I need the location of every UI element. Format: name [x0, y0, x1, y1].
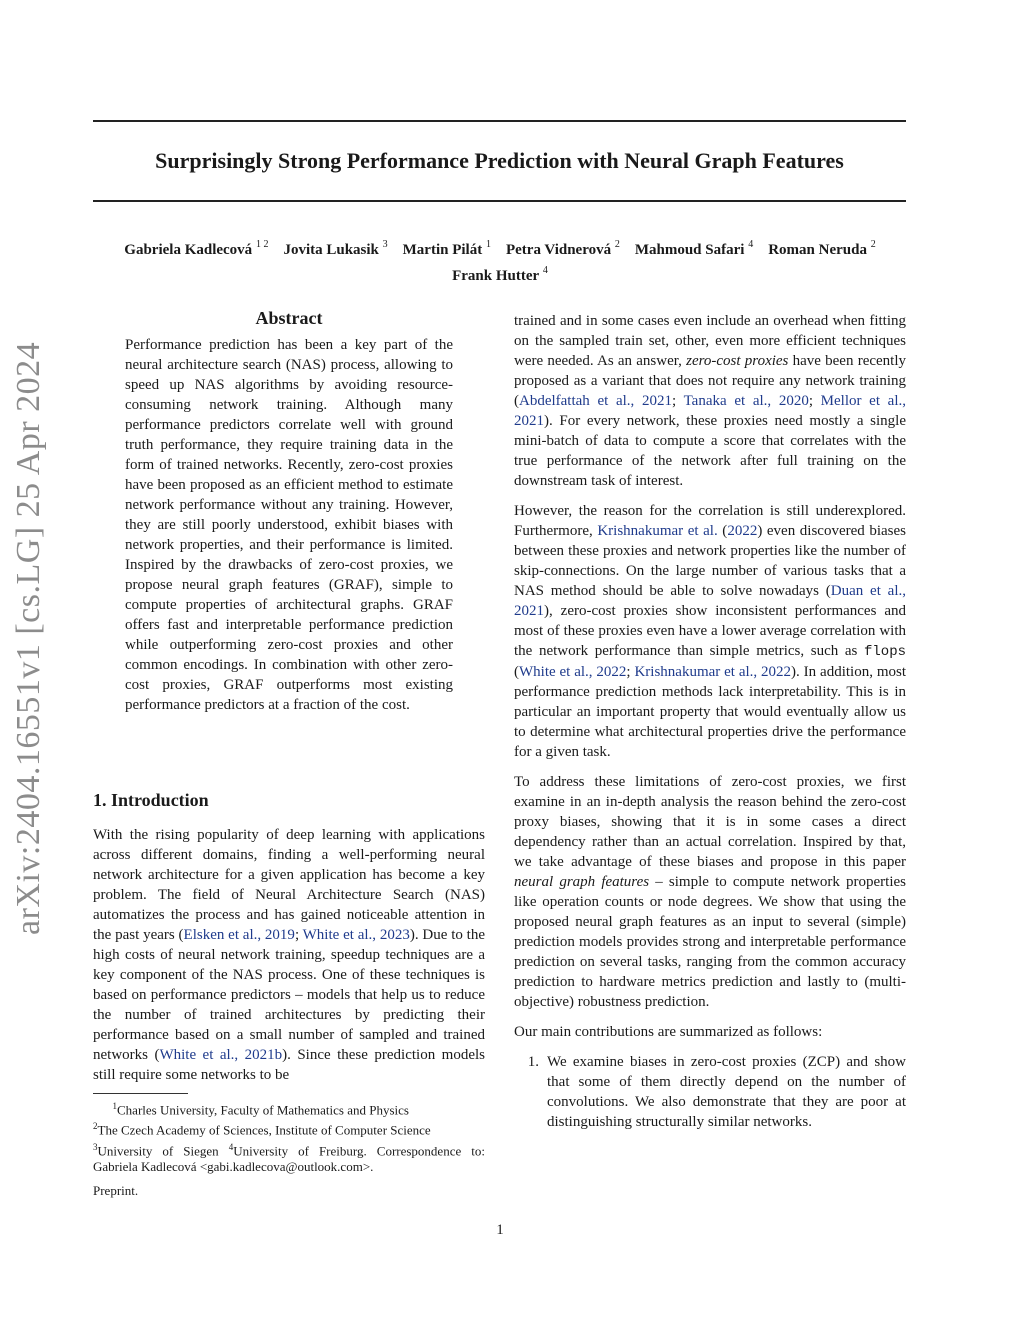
citation-link[interactable]: Abdelfattah et al., 2021: [519, 393, 672, 409]
paper-title: Surprisingly Strong Performance Prediction with Neural Graph Features: [155, 148, 844, 173]
citation-link[interactable]: Duan et al., 2021: [514, 583, 906, 619]
citation-link[interactable]: Mellor et al., 2021: [514, 393, 906, 429]
author: Petra Vidnerová $^2$: [505, 239, 620, 258]
right-column: [514, 311, 906, 1132]
author: Mahmoud Safari $^4$: [634, 239, 754, 258]
footnotes: [93, 1098, 485, 1175]
footnote-1: $^1$Charles University, Faculty of Mathematics and Physics: [112, 1101, 409, 1118]
title-rule-bottom: [93, 200, 906, 202]
citation-link[interactable]: 2022: [727, 523, 758, 539]
list-item: [514, 1052, 906, 1132]
author: Jovita Lukasik $^3$: [283, 239, 388, 258]
author: Gabriela Kadlecová $^{1 2}$: [124, 239, 269, 258]
paragraph: To address these limitations of zero-cost proxies, we first examine in an in-depth analysis the reason behind the zero-cost proxy biases, showing that it is in some cases a direct dependency rather than an actual correlation. Inspired by that, we take advantage of these biases and propose in this paper neural graph features – simple to compute network properties like operation counts or node degrees. We show that using the proposed neural graph features as an input to several (simple) prediction models provides strong and interpretable performance prediction on several tasks, ranging from the common accuracy prediction to hardware metrics prediction and lastly to (multi-objective) robustness prediction.: [514, 774, 906, 1010]
page-number: 1: [496, 1222, 504, 1238]
intro-paragraph: With the rising popularity of deep learning with applications across different domains, finding a well-performing neural network architecture for a given application has become a key problem. The field of Neural Architecture Search (NAS) automatizes the process and has gained noticeable attention in the past years (Elsken et al., 2019; White et al., 2023). Due to the high costs of neural network training, speedup techniques are a key component of the NAS process. One of these techniques is based on performance predictors – models that help us to reduce the number of trained architectures by predicting their performance based on a small number of sampled and trained networks (White et al., 2021b). Since these prediction models still require some networks to be: [93, 827, 485, 1083]
footnote-2: $^2$The Czech Academy of Sciences, Institute of Computer Science: [93, 1121, 431, 1138]
citation-link[interactable]: Krishnakumar et al.: [597, 523, 718, 539]
citation-link[interactable]: Tanaka et al., 2020: [683, 393, 809, 409]
list-text: We examine biases in zero-cost proxies (ZCP) and show that some of them directly depend on the number of convolutions. We also demonstrate that they are poor at distinguishing structurally similar networks.: [547, 1054, 906, 1130]
paragraph: However, the reason for the correlation is still underexplored. Furthermore, Krishnakumar et al. (2022) even discovered biases between these proxies and network properties like the number of skip-connections. On the large number of various tasks that a NAS method should be able to solve nowadays (Duan et al., 2021), zero-cost proxies show inconsistent performances and most of these proxies even have a lower average correlation with the network performance than simple metrics, such as flops (White et al., 2022; Krishnakumar et al., 2022). In addition, most performance prediction methods lack interpretability. This is in particular an important property that would eventually allow us to determine what architectural properties drive the performance for a given task.: [514, 503, 907, 760]
footnote-3-4: $^3$University of Siegen $^4$University of Freiburg. Correspondence to: Gabriela Kadlecová <gabi.kadlecova@outlook.com>.: [93, 1141, 485, 1174]
citation-link[interactable]: Krishnakumar et al., 2022: [634, 664, 792, 680]
paragraph: trained and in some cases even include an overhead when fitting on the sampled train set, other, even more efficient techniques were needed. As an answer, zero-cost proxies have been recently proposed as a variant that does not require any network training (Abdelfattah et al., 2021; Tanaka et al., 2020; Mellor et al., 2021). For every network, these proxies need mostly a single mini-batch of data to compute a score that correlates with the true performance of the network after full training on the downstream task of interest.: [514, 313, 906, 489]
title-rule-top: [93, 120, 906, 122]
abstract-text: Performance prediction has been a key part of the neural architecture search (NAS) process, allowing to speed up NAS algorithms by avoiding resource-consuming network training. Although many performance predictors correlate well with ground truth performance, they require training data in the form of trained networks. Recently, zero-cost proxies have been proposed as an efficient method to estimate network performance without any training. However, they are still poorly understood, exhibit biases with network properties, and their performance is limited. Inspired by the drawbacks of zero-cost proxies, we propose neural graph features (GRAF), simple to compute properties of architectural graphs. GRAF offers fast and interpretable performance prediction while outperforming zero-cost proxies and other common encodings. In combination with other zero-cost proxies, GRAF outperforms most existing performance predictors at a fraction of the cost.: [125, 337, 453, 713]
author: Martin Pilát $^1$: [402, 239, 491, 258]
author-list: [60, 235, 940, 287]
abstract-heading: Abstract: [255, 308, 323, 328]
list-number: 1.: [527, 1054, 539, 1070]
citation-link[interactable]: White et al., 2021b: [159, 1047, 283, 1063]
citation-link[interactable]: Elsken et al., 2019: [183, 927, 295, 943]
citation-link[interactable]: White et al., 2023: [302, 927, 410, 943]
footnote-rule: [93, 1093, 188, 1094]
code-term: flops: [863, 644, 906, 660]
arxiv-stamp: arXiv:2404.16551v1 [cs.LG] 25 Apr 2024: [10, 341, 47, 935]
section-heading-introduction: 1. Introduction: [93, 790, 209, 810]
author: Frank Hutter $^4$: [452, 265, 548, 284]
citation-link[interactable]: White et al., 2022: [519, 664, 627, 680]
preprint-label: Preprint.: [93, 1183, 139, 1198]
author: Roman Neruda $^2$: [768, 239, 876, 258]
paragraph: Our main contributions are summarized as follows:: [514, 1024, 823, 1040]
